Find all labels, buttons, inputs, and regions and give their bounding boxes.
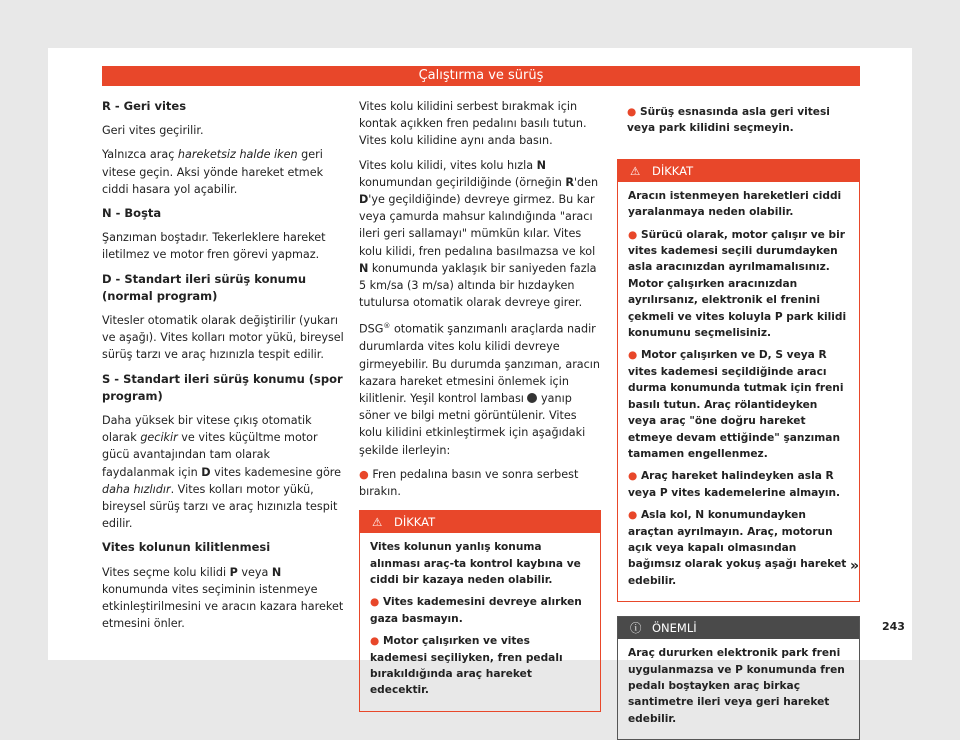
warning-box — [359, 510, 601, 712]
r-warning-text: Yalnızca araç hareketsiz halde iken geri vitese geçin. Aksi yönde hareket etmek ciddi hasara yol açabilir. — [102, 148, 324, 196]
note-header: ⓘ ÖNEMLİ — [618, 617, 859, 639]
control-lamp-icon — [527, 393, 537, 403]
lock-behaviour-text: Vites kolu kilidi, vites kolu hızla N konumundan geçirildiğinde (örneğin R'den D'ye geçildiğinde) devreye girmez. Bu kar veya çamurda mahsur kalındığında "aracı ileri geri sallamayı" mümkün kılar. Vites kolu kilidi, fren pedalına basılmazsa ve kol N konumunda yaklaşık bir saniyeden fazla 5 km/sa (3 m/sa) altında bir hızdayken tutulursa otomatik olarak devreye girer. — [359, 158, 599, 310]
continue-marker: » — [850, 558, 860, 574]
lock-text: Vites seçme kolu kilidi P veya N konumunda vites seçiminin istenmeye etkinleştirilmesini ve aracın kazara hareket etmesini önler. — [102, 565, 344, 631]
warning-header: ⚠ DİKKAT — [360, 511, 600, 533]
column-2 — [359, 98, 601, 712]
bullet-item: ● Fren pedalına basın ve sonra serbest bırakın. — [359, 467, 579, 498]
n-text: Şanzıman boştadır. Tekerleklere hareket iletilmez ve motor fren görevi yapmaz. — [102, 231, 326, 262]
warning-body-2: Aracın istenmeyen hareketleri ciddi yaralanmaya neden olabilir. ● Sürücü olarak, motor çalışır ve bir vites kademesi seçili durumdayken asla aracınızdan ayrılmamalısınız. Motor çalışırken aracınızdan ayrılırsanız, elektronik el frenini çekmeli ve vites koluyla P park kilidi konumunu seçmelisiniz. ● Motor çalışırken ve D, S veya R vites kademesi seçildiğinde aracı durma konumunda tutmak için freni basılı tutun. Araç rölantideyken veya araç "öne doğru hareket etmeye devam ettiğinde" şanzıman tamamen engellenmez. ● Araç hareket halindeyken asla R veya P vites kademelerine almayın. ● Asla kol, N konumundayken araçtan ayrılmayın. Araç, motorun açık veya kapalı olmasından bağımsız olarak yokuş aşağı hareket edebilir. — [628, 189, 847, 587]
r-text: Geri vites geçirilir. — [102, 124, 204, 138]
lock-heading: Vites kolunun kilitlenmesi — [102, 540, 271, 555]
note-box — [617, 616, 860, 740]
release-text: Vites kolu kilidini serbest bırakmak için kontak açıkken fren pedalını basılı tutun. Vites kolu kilidine aynı anda basın. — [359, 100, 587, 148]
s-heading: S - Standart ileri sürüş konumu (spor program) — [102, 371, 343, 403]
warning-triangle-icon: ⚠ — [630, 163, 641, 178]
column-3 — [617, 98, 860, 740]
note-body: Araç dururken elektronik park freni uygulanmazsa ve P konumunda fren pedalı boştayken araç birkaç santimetre ileri veya geri hareket edebilir. — [628, 647, 845, 725]
info-icon: ⓘ — [630, 621, 642, 636]
column-1 — [102, 98, 346, 639]
warning-header-2: ⚠ DİKKAT — [618, 160, 859, 182]
warning-box-2 — [617, 159, 860, 602]
r-heading: R - Geri vites — [102, 99, 187, 113]
warning-triangle-icon: ⚠ — [372, 515, 383, 530]
dsg-text: DSG® otomatik şanzımanlı araçlarda nadir durumlarda vites kolu kilidi devreye girmeyebilir. Bu durumda şanzıman, aracın kazara hareket etmesini önlemek için kilitlenir. Yeşil kontrol lambası yanıp söner ve bilgi metni görüntülenir. Vites kolu kilidini etkinleştirmek için aşağıdaki şekilde ilerleyin: — [359, 322, 600, 457]
warning-box-cont: ● Sürüş esnasında asla geri vitesi veya park kilidini seçmeyin. — [627, 106, 830, 135]
d-heading: D - Standart ileri sürüş konumu (normal program) — [102, 271, 307, 303]
warning-body: Vites kolunun yanlış konuma alınması araç-ta kontrol kaybına ve ciddi bir kazaya neden olabilir. ● Vites kademesini devreye alırken gaza basmayın. ● Motor çalışırken ve vites kademesi seçiliyken, fren pedalı bırakıldığında araç hareket edecektir. — [370, 541, 582, 697]
section-header: Çalıştırma ve sürüş — [102, 66, 860, 86]
s-text: Daha yüksek bir vitese çıkış otomatik olarak gecikir ve vites küçültme motor gücü avantajından tam olarak faydalanmak için D vites kademesine göre daha hızlıdır. Vites kolları motor yükü, bireysel sürüş tarzı ve araç hızınızla tespit edilir. — [102, 414, 342, 531]
n-heading: N - Boşta — [102, 206, 162, 221]
d-text: Vitesler otomatik olarak değiştirilir (yukarı ve aşağı). Vites kolları motor yükü, bireysel sürüş tarzı ve araç hızınızla tespit edilir. — [102, 314, 344, 362]
page-number: 243 — [882, 620, 905, 633]
